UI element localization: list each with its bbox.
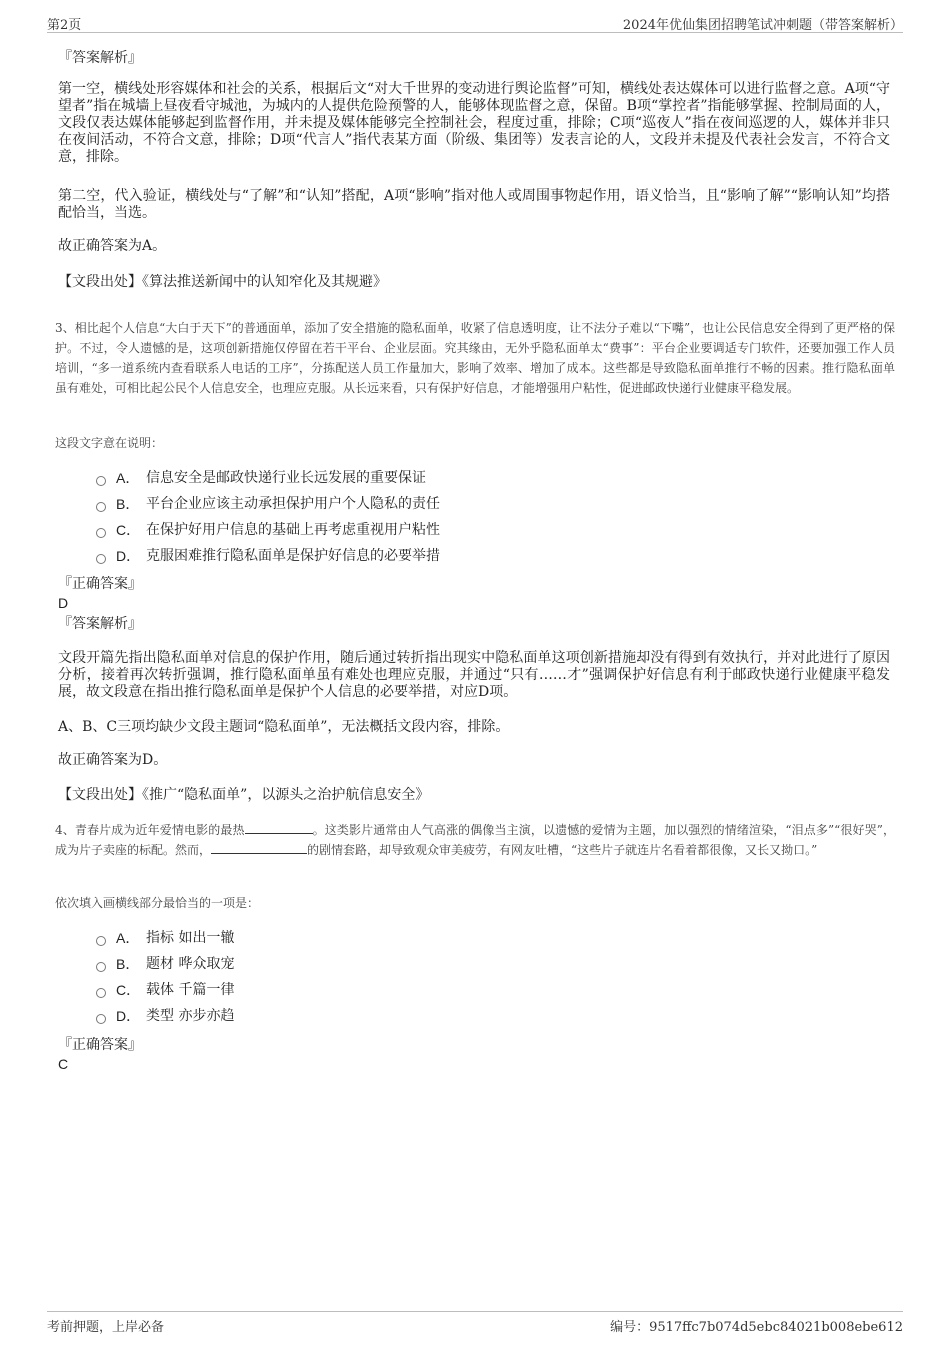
q3-correct-answer: D xyxy=(58,595,69,611)
q4-option-a[interactable]: A． 指标 如出一辙 xyxy=(96,928,234,948)
page-number: 第2页 xyxy=(47,18,82,33)
q3-option-c[interactable]: C． 在保护好用户信息的基础上再考虑重视用户粘性 xyxy=(96,520,440,540)
q3-analysis-label: 『答案解析』 xyxy=(58,616,142,632)
q2-source: 【文段出处】《算法推送新闻中的认知窄化及其规避》 xyxy=(58,274,387,290)
document-serial: 编号：9517ffc7b074d5ebc84021b008ebe612 xyxy=(610,1320,903,1335)
q4-option-c[interactable]: C． 载体 千篇一律 xyxy=(96,980,234,1000)
option-text: 类型 亦步亦趋 xyxy=(146,1008,235,1024)
fill-blank-2 xyxy=(211,841,307,854)
footer-motto: 考前押题，上岸必备 xyxy=(47,1320,165,1335)
q4-correct-label: 『正确答案』 xyxy=(58,1037,142,1053)
q3-option-a[interactable]: A． 信息安全是邮政快递行业长远发展的重要保证 xyxy=(96,468,426,488)
q2-analysis-paragraph-2: 第二空，代入验证，横线处与“了解”和“认知”搭配，A项“影响”指对他人或周围事物起作用，语义恰当，且“影响了解”“影响认知”均搭配恰当，当选。 xyxy=(58,188,890,221)
radio-button[interactable] xyxy=(96,936,106,946)
radio-button[interactable] xyxy=(96,1014,106,1024)
radio-button[interactable] xyxy=(96,988,106,998)
option-text: 在保护好用户信息的基础上再考虑重视用户粘性 xyxy=(146,522,440,538)
option-text: 题材 哗众取宠 xyxy=(146,956,235,972)
q2-analysis-paragraph-1: 第一空，横线处形容媒体和社会的关系，根据后文“对大千世界的变动进行舆论监督”可知，横线处表达媒体可以进行监督之意。A项“守望者”指在城墙上昼夜看守城池，为城内的人提供危险预警的人，能够体现监督之意，保留。B项“掌控者”指能够掌握、控制局面的人，文段仅表达媒体能够起到监督作用，并未提及媒体能够完全控制社会，程度过重，排除；C项“巡夜人”指在夜间巡逻的人，媒体并非只在夜间活动，不符合文意，排除；D项“代言人”指代表某方面（阶级、集团等）发表言论的人，文段并未提及代表社会发言，不符合文意，排除。 xyxy=(58,81,890,165)
q4-question-text: 4、青春片成为近年爱情电影的最热 。这类影片通常由人气高涨的偶像当主演，以遗憾的爱情为主题，加以强烈的情绪渲染，“泪点多”“很好哭”，成为片子卖座的标配。然而， 的剧情套路，却导致观众审美疲劳，有网友吐槽，“这些片子就连片名看着都很像，又长又拗口。” xyxy=(55,823,895,857)
page-footer xyxy=(47,1311,903,1336)
q4-option-b[interactable]: B． 题材 哗众取宠 xyxy=(96,954,234,974)
radio-button[interactable] xyxy=(96,502,106,512)
radio-button[interactable] xyxy=(96,476,106,486)
radio-button[interactable] xyxy=(96,962,106,972)
option-text: 克服困难推行隐私面单是保护好信息的必要举措 xyxy=(146,548,440,564)
radio-button[interactable] xyxy=(96,528,106,538)
q4-prompt: 依次填入画横线部分最恰当的一项是： xyxy=(55,896,260,910)
q3-analysis-paragraph-1: 文段开篇先指出隐私面单对信息的保护作用，随后通过转折指出现实中隐私面单这项创新措施却没有得到有效执行，并对此进行了原因分析，接着再次转折强调，推行隐私面单虽有难处也理应克服，并通过“只有……才”强调保护好信息有利于邮政快递行业健康平稳发展，故文段意在指出推行隐私面单是保护个人信息的必要举措，对应D项。 xyxy=(58,650,890,700)
option-text: 指标 如出一辙 xyxy=(146,930,235,946)
q3-source: 【文段出处】《推广“隐私面单”，以源头之治护航信息安全》 xyxy=(58,787,430,803)
q2-analysis-label: 『答案解析』 xyxy=(58,50,142,66)
q3-analysis-paragraph-2: A、B、C三项均缺少文段主题词“隐私面单”，无法概括文段内容，排除。 xyxy=(58,719,510,735)
option-text: 载体 千篇一律 xyxy=(146,982,235,998)
q4-option-d[interactable]: D． 类型 亦步亦趋 xyxy=(96,1006,234,1026)
document-title: 2024年优仙集团招聘笔试冲刺题（带答案解析） xyxy=(622,18,903,33)
radio-button[interactable] xyxy=(96,554,106,564)
q3-prompt: 这段文字意在说明： xyxy=(55,436,164,450)
q3-correct-label: 『正确答案』 xyxy=(58,576,142,592)
option-text: 信息安全是邮政快递行业长远发展的重要保证 xyxy=(146,470,426,486)
q3-conclusion: 故正确答案为D。 xyxy=(58,752,168,768)
page-header xyxy=(47,12,903,33)
q3-option-d[interactable]: D． 克服困难推行隐私面单是保护好信息的必要举措 xyxy=(96,546,440,566)
fill-blank-1 xyxy=(245,821,313,834)
q4-correct-answer: C xyxy=(58,1056,69,1072)
q3-question-text: 3、相比起个人信息“大白于天下”的普通面单，添加了安全措施的隐私面单，收紧了信息透明度，让不法分子难以“下嘴”，也让公民信息安全得到了更严格的保护。不过，令人遗憾的是，这项创新措施仅停留在若干平台、企业层面。究其缘由，无外乎隐私面单太“费事”：平台企业要调适专门软件，还要加强工作人员培训，“多一道系统内查看联系人电话的工序”，分拣配送人员工作量加大，影响了效率、增加了成本。这些都是导致隐私面单推行不畅的因素。推行隐私面单虽有难处，可相比起公民个人信息安全，也理应克服。从长远来看，只有保护好信息，才能增强用户粘性，促进邮政快递行业健康平稳发展。 xyxy=(55,321,895,395)
option-text: 平台企业应该主动承担保护用户个人隐私的责任 xyxy=(146,496,440,512)
q2-conclusion: 故正确答案为A。 xyxy=(58,238,167,254)
q3-option-b[interactable]: B． 平台企业应该主动承担保护用户个人隐私的责任 xyxy=(96,494,440,514)
